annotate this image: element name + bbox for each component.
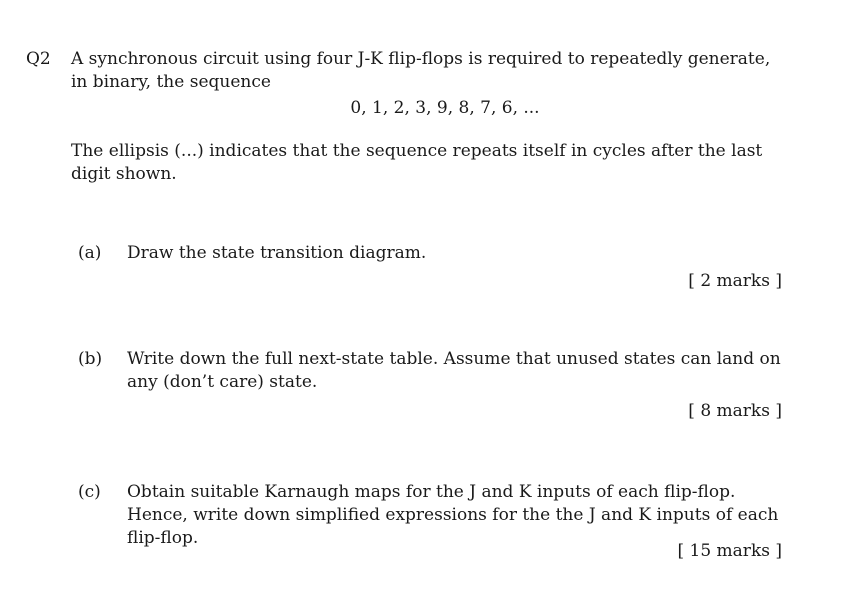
part-a-label: (a) bbox=[78, 243, 102, 263]
part-a-marks: [ 2 marks ] bbox=[688, 271, 782, 291]
part-b-text: Write down the full next-state table. Assume that unused states can land on any (don’t care) state. bbox=[127, 349, 781, 392]
part-c-text: Obtain suitable Karnaugh maps for the J and K inputs of each flip-flop. Hence, write down simplified expressions for the the J and K inputs of each flip-flop. bbox=[127, 482, 779, 548]
question-stem: A synchronous circuit using four J-K flip-flops is required to repeatedly generate, in binary, the sequence bbox=[71, 49, 771, 92]
part-b-marks: [ 8 marks ] bbox=[688, 401, 782, 421]
ellipsis-note: The ellipsis (...) indicates that the sequence repeats itself in cycles after the last digit shown. bbox=[71, 141, 763, 184]
part-c-label: (c) bbox=[78, 482, 101, 502]
part-a-text: Draw the state transition diagram. bbox=[127, 243, 427, 263]
question-number: Q2 bbox=[26, 49, 51, 69]
part-c-marks: [ 15 marks ] bbox=[677, 541, 782, 561]
binary-sequence: 0, 1, 2, 3, 9, 8, 7, 6, ... bbox=[350, 98, 540, 118]
part-b-label: (b) bbox=[78, 349, 103, 369]
